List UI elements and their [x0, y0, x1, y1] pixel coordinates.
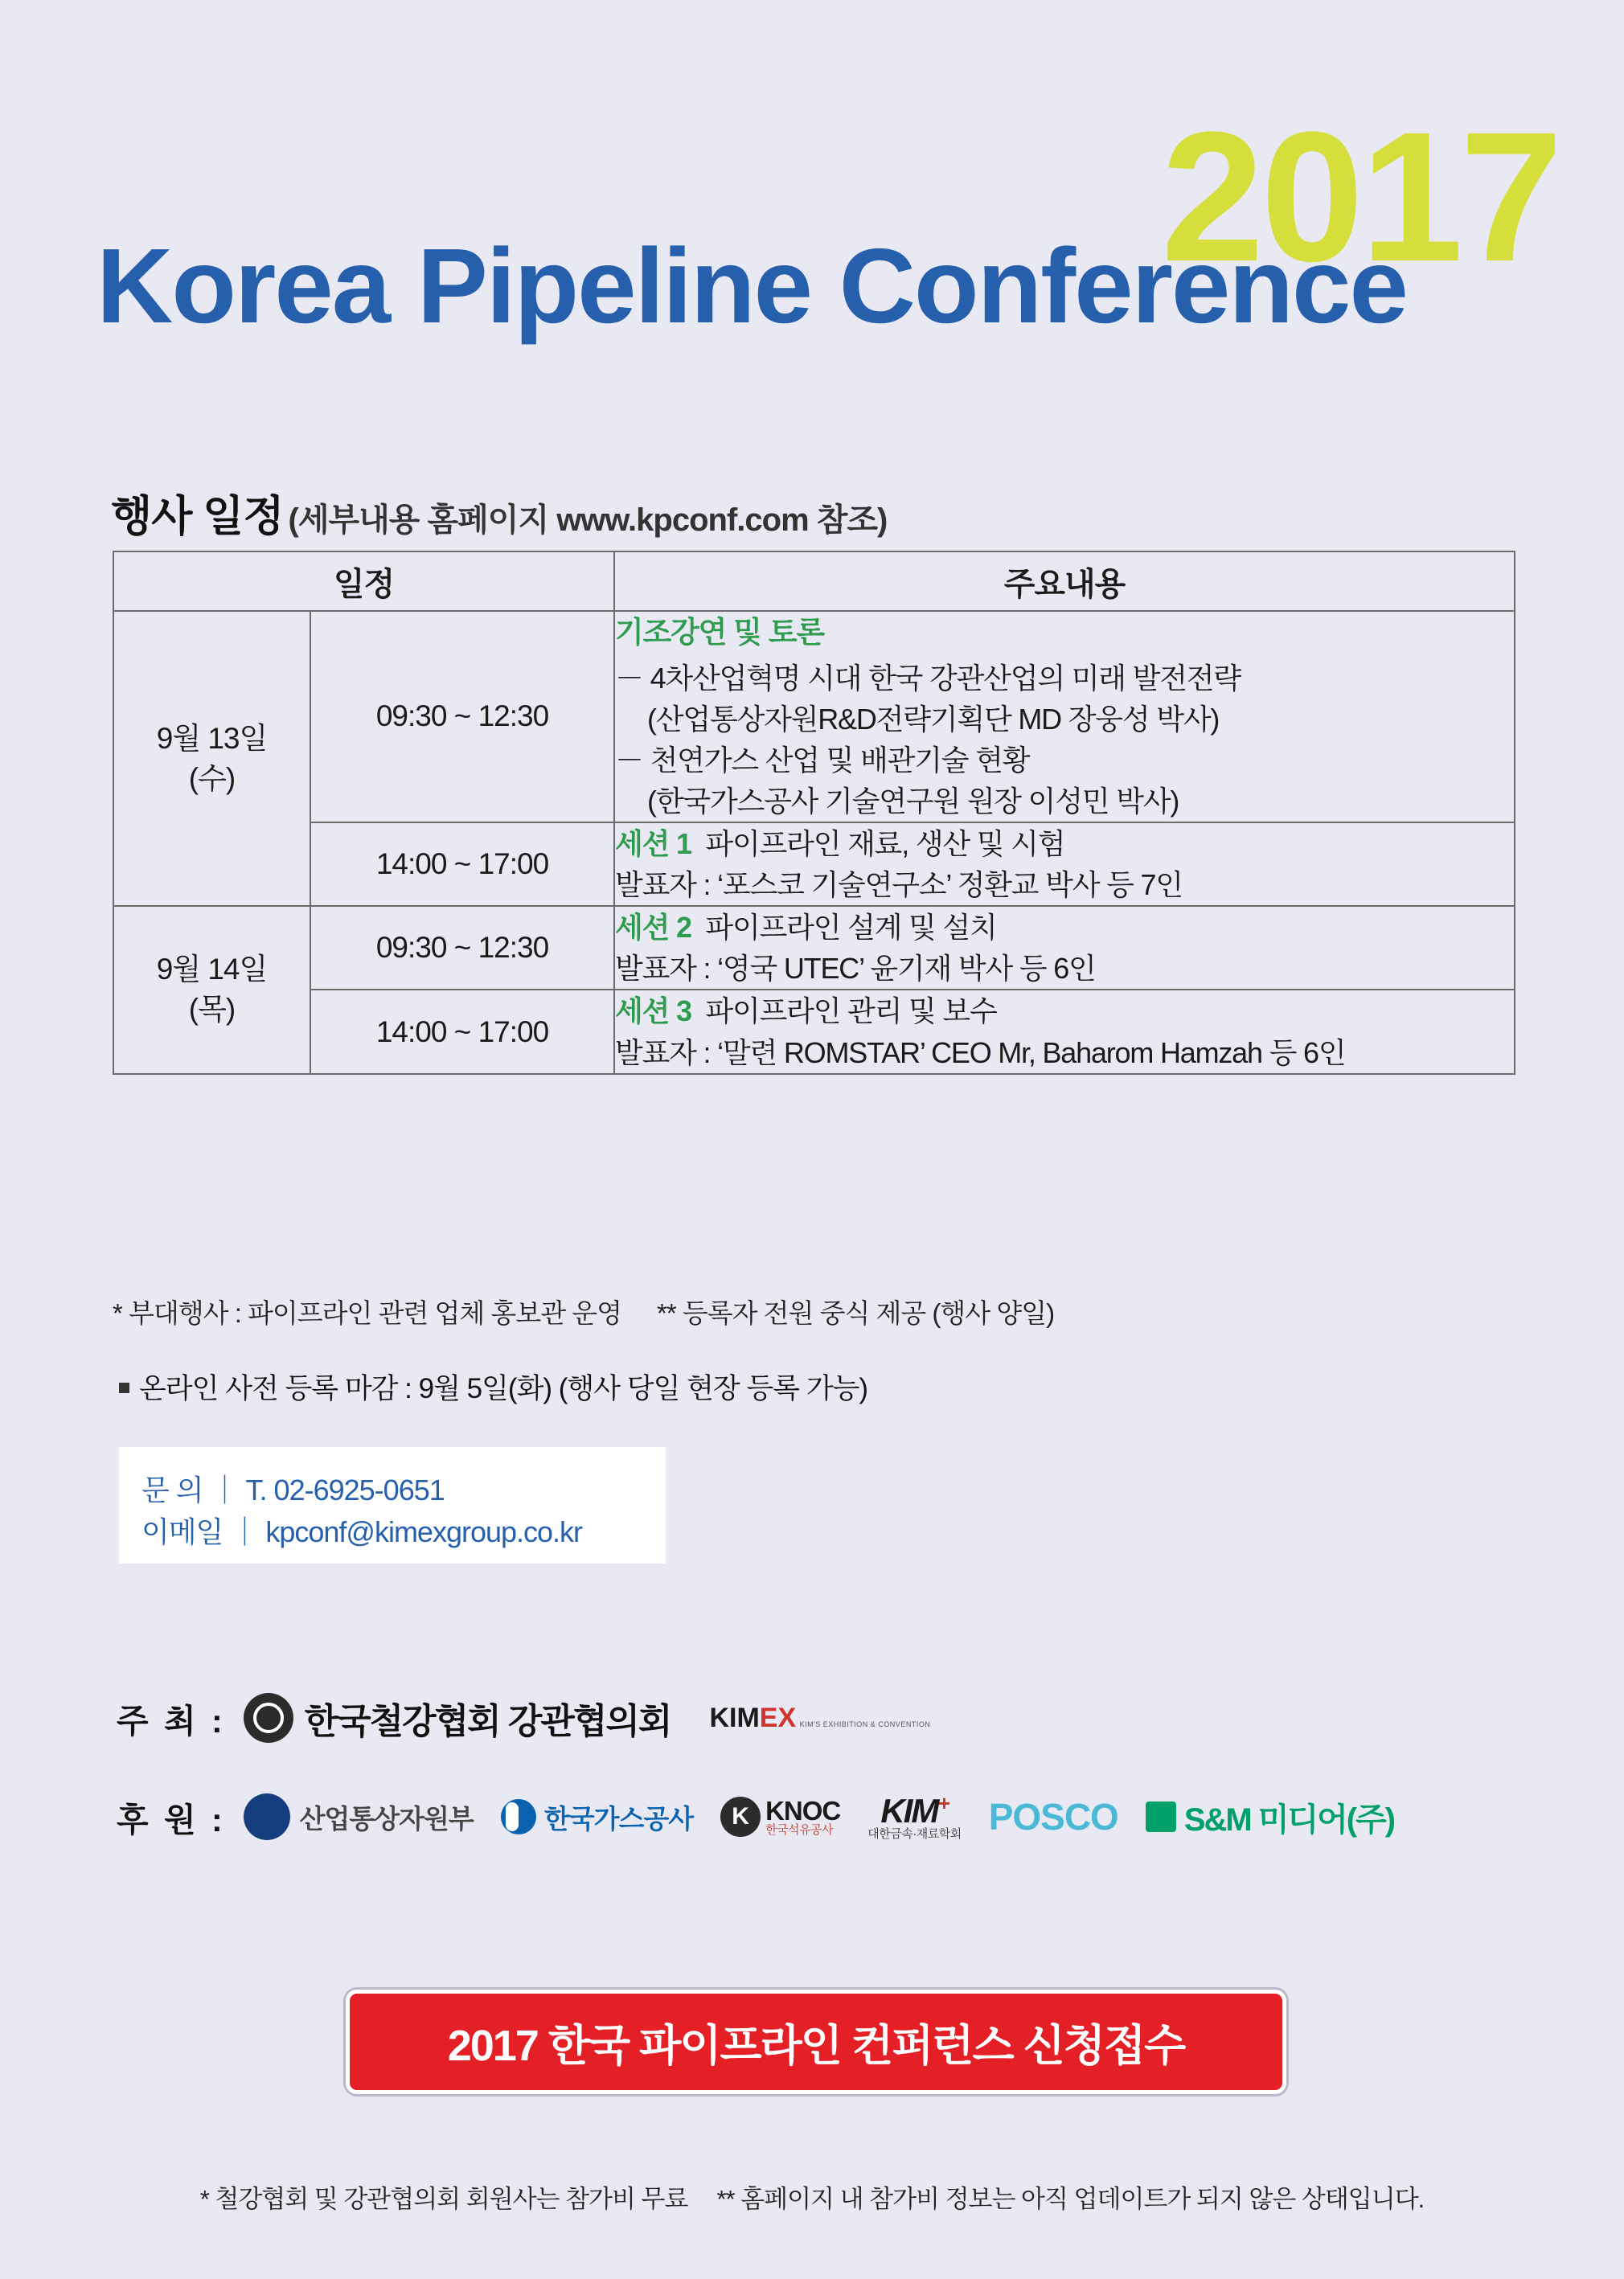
- table-header-row: [113, 551, 1515, 611]
- knoc-textblock: [765, 1797, 840, 1837]
- kogas-icon: [501, 1799, 536, 1834]
- note-side-event: * 부대행사 : 파이프라인 관련 업체 홍보관 운영: [113, 1298, 621, 1328]
- supporter-name-5: POSCO: [988, 1796, 1118, 1838]
- contact-phone: 문 의 ｜ T. 02-6925-0651: [141, 1474, 445, 1506]
- pre-registration-note: [119, 1367, 867, 1407]
- keynote-line-4: (한국가스공사 기술연구원 원장 이성민 박사): [647, 784, 1179, 818]
- table-row: [113, 822, 1515, 906]
- registration-button[interactable]: [346, 1990, 1286, 2094]
- contact-email[interactable]: 이메일 ｜ kpconf@kimexgroup.co.kr: [141, 1515, 583, 1548]
- host-row: [117, 1692, 930, 1744]
- time-cell-4: 14:00 ~ 17:00: [310, 990, 614, 1073]
- logo-knoc: [720, 1797, 840, 1837]
- supporters-row: [117, 1793, 1421, 1841]
- contact-box: [119, 1447, 666, 1564]
- session-title-1: 파이프라인 재료, 생산 및 시험: [705, 826, 1065, 860]
- day-date-2: 9월 14일: [156, 953, 268, 986]
- session-heading-3: [615, 990, 1514, 1031]
- day-weekday-1: (수): [188, 761, 236, 795]
- kimex-wordmark: KIMEX: [709, 1703, 797, 1733]
- table-row: [113, 990, 1515, 1073]
- knoc-icon: K: [720, 1797, 761, 1837]
- page-title: Korea Pipeline Conference: [96, 227, 1407, 345]
- supporter-name-2: 한국가스공사: [543, 1803, 694, 1834]
- year-text: 2017: [1161, 93, 1560, 300]
- schedule-heading-main: 행사 일정: [111, 493, 284, 540]
- host-label: 주 최 :: [117, 1702, 226, 1740]
- notes-row: [113, 1293, 1054, 1330]
- content-cell-3: [614, 906, 1515, 990]
- content-cell-1: [614, 611, 1515, 822]
- keynote-label: 기조강연 및 토론: [615, 616, 824, 649]
- session-presenter-2: 발표자 : ‘영국 UTEC’ 윤기재 박사 등 6인: [615, 952, 1096, 986]
- support-label: 후 원 :: [117, 1801, 226, 1838]
- snm-icon: [1146, 1801, 1176, 1832]
- session-title-3: 파이프라인 관리 및 보수: [705, 994, 997, 1028]
- keynote-line-1: － 4차산업혁명 시대 한국 강관산업의 미래 발전전략: [615, 661, 1241, 695]
- poster-header: [0, 93, 1624, 410]
- schedule-table-wrap: [113, 551, 1515, 1075]
- footer-note-1: * 철강협회 및 강관협의회 회원사는 참가비 무료: [199, 2185, 688, 2213]
- supporter-name-3: KNOC: [765, 1795, 841, 1826]
- note-lunch: ** 등록자 전원 중식 제공 (행사 양일): [657, 1298, 1055, 1328]
- day-cell-1: [113, 611, 310, 906]
- column-header-content: 주요내용: [614, 551, 1515, 611]
- logo-motie: [244, 1793, 474, 1840]
- logo-snm-media: [1146, 1794, 1394, 1840]
- session-heading-1: [615, 823, 1514, 864]
- session-label-1: 세션 1: [615, 826, 691, 860]
- pre-registration-text: 온라인 사전 등록 마감 : 9월 5일(화) (행사 당일 현장 등록 가능): [139, 1373, 868, 1404]
- session-heading-2: [615, 907, 1514, 948]
- supporter-name-4: KIM+: [880, 1791, 949, 1830]
- schedule-heading-sub: (세부내용 홈페이지 www.kpconf.com 참조): [288, 502, 888, 538]
- supporter-sub-4: 대한금속·재료학회: [867, 1827, 962, 1841]
- supporter-name-6: S&M 미디어(주): [1183, 1801, 1395, 1838]
- taegeuk-icon: [244, 1793, 290, 1840]
- session-presenter-1: 발표자 : ‘포스코 기술연구소’ 정환교 박사 등 7인: [615, 868, 1183, 902]
- time-cell-1: 09:30 ~ 12:30: [310, 611, 614, 822]
- time-cell-3: 09:30 ~ 12:30: [310, 906, 614, 990]
- day-cell-2: [113, 906, 310, 1073]
- kim-textblock: [867, 1793, 961, 1841]
- session-title-2: 파이프라인 설계 및 설치: [705, 911, 997, 945]
- session-label-3: 세션 3: [615, 994, 691, 1028]
- seal-icon: [244, 1693, 293, 1743]
- session-presenter-3: 발표자 : ‘말련 ROMSTAR’ CEO Mr, Baharom Hamzah 등 6인: [615, 1035, 1346, 1069]
- content-cell-4: [614, 990, 1515, 1073]
- keynote-line-2: (산업통상자원R&D전략기획단 MD 장웅성 박사): [647, 702, 1220, 736]
- logo-kimex: [709, 1704, 930, 1732]
- supporter-name-1: 산업통상자원부: [299, 1803, 474, 1834]
- registration-button-label: 2017 한국 파이프라인 컨퍼런스 신청접수: [447, 2021, 1185, 2070]
- schedule-table: [113, 551, 1515, 1075]
- footer-notes: [0, 2179, 1624, 2215]
- supporter-sub-3: 한국석유공사: [765, 1822, 834, 1837]
- column-header-schedule: 일정: [113, 551, 614, 611]
- footer-note-2: ** 홈페이지 내 참가비 정보는 아직 업데이트가 되지 않은 상태입니다.: [716, 2185, 1425, 2213]
- square-bullet-icon: [119, 1383, 129, 1393]
- schedule-heading: [111, 482, 887, 543]
- logo-kogas: [501, 1798, 693, 1836]
- logo-korea-steel-association: [244, 1692, 671, 1744]
- time-cell-2: 14:00 ~ 17:00: [310, 822, 614, 906]
- session-label-2: 세션 2: [615, 911, 691, 945]
- content-cell-2: [614, 822, 1515, 906]
- logo-posco: [989, 1795, 1118, 1838]
- logo-kim: [867, 1793, 961, 1841]
- keynote-line-3: － 천연가스 산업 및 배관기술 현황: [615, 743, 1030, 777]
- host-name-1: 한국철강협회 강관협의회: [304, 1702, 671, 1741]
- day-date-1: 9월 13일: [156, 721, 268, 755]
- kimex-subtitle: KIM'S EXHIBITION & CONVENTION: [799, 1720, 931, 1728]
- table-row: [113, 906, 1515, 990]
- day-weekday-2: (목): [188, 993, 236, 1027]
- table-row: [113, 611, 1515, 822]
